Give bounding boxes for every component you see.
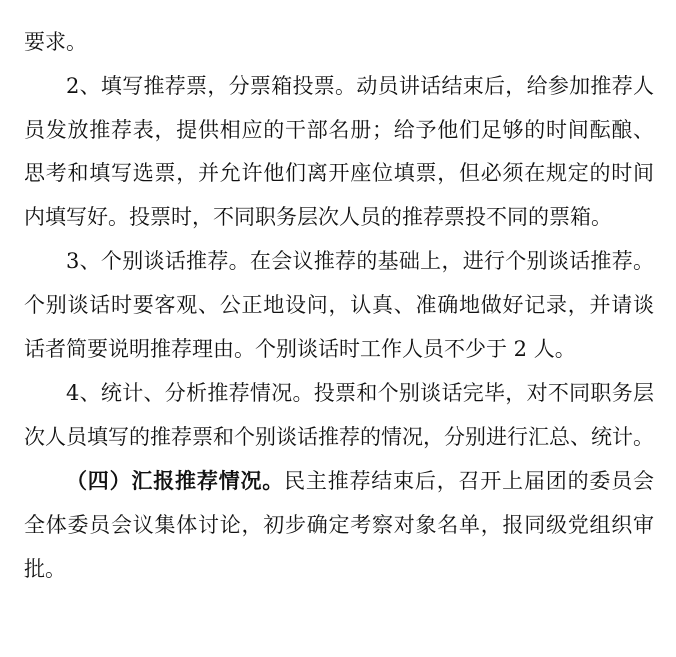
paragraph-3-line-2: 个别谈话时要客观、公正地设问，认真、准确地做好记录，并请谈	[24, 293, 654, 317]
paragraph-4-line-1: 4、统计、分析推荐情况。投票和个别谈话完毕，对不同职务层	[66, 381, 654, 405]
paragraph-2-line-3: 思考和填写选票，并允许他们离开座位填票，但必须在规定的时间	[24, 161, 654, 185]
section-heading: （四）汇报推荐情况。	[66, 468, 285, 493]
paragraph-3-line-1: 3、个别谈话推荐。在会议推荐的基础上，进行个别谈话推荐。	[66, 249, 654, 273]
paragraph-4-line-2: 次人员填写的推荐票和个别谈话推荐的情况，分别进行汇总、统计。	[24, 425, 654, 449]
paragraph-line-1: 要求。	[24, 30, 87, 54]
paragraph-5-line-3: 批。	[24, 557, 66, 581]
section-heading-line	[66, 461, 654, 501]
paragraph-5-line-2: 全体委员会议集体讨论，初步确定考察对象名单，报同级党组织审	[24, 513, 654, 537]
paragraph-2-line-2: 员发放推荐表，提供相应的干部名册；给予他们足够的时间酝酿、	[24, 118, 654, 142]
paragraph-3-line-3: 话者简要说明推荐理由。个别谈话时工作人员不少于 2 人。	[24, 337, 576, 361]
section-heading-text: 民主推荐结束后，召开上届团的委员会	[284, 469, 654, 493]
paragraph-2-line-4: 内填写好。投票时，不同职务层次人员的推荐票投不同的票箱。	[24, 205, 612, 229]
paragraph-2-line-1: 2、填写推荐票，分票箱投票。动员讲话结束后，给参加推荐人	[66, 74, 654, 98]
